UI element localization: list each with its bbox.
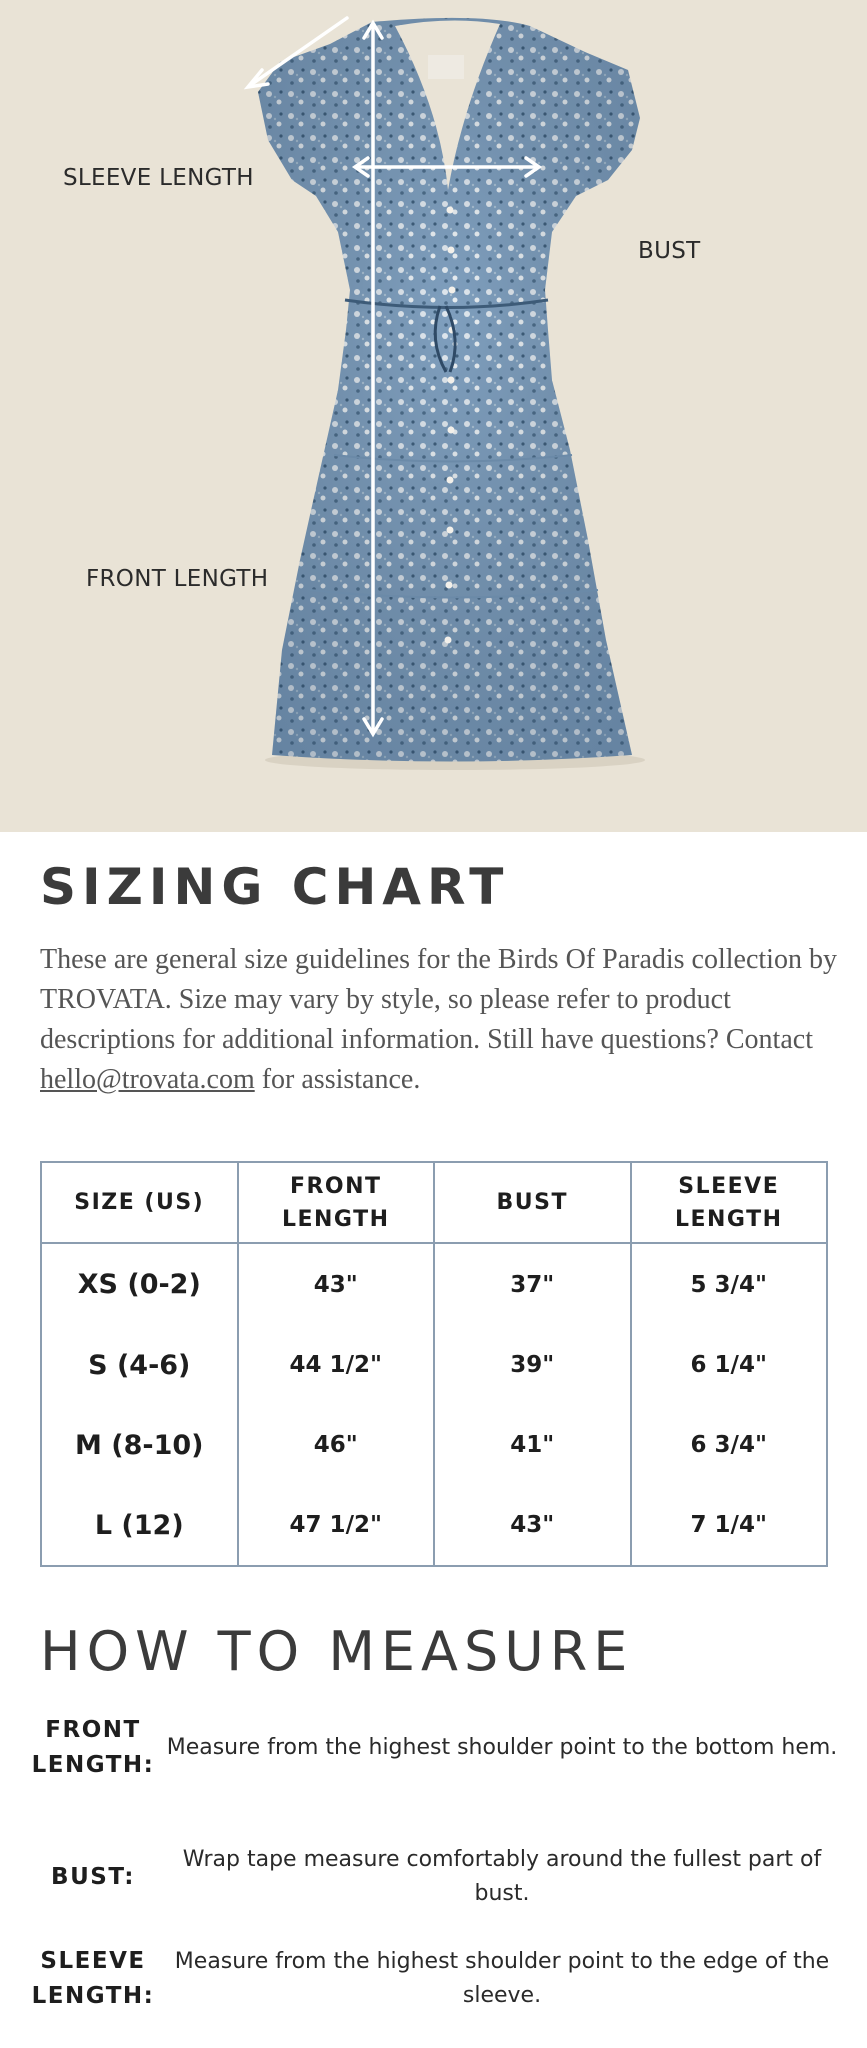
table-row <box>41 1325 827 1405</box>
size-cell: L (12) <box>41 1485 238 1566</box>
front-length-cell: 44 1/2" <box>238 1325 435 1405</box>
column-header: SLEEVE LENGTH <box>631 1162 828 1243</box>
front-length-cell: 46" <box>238 1405 435 1485</box>
measure-term: SLEEVE LENGTH: <box>31 1948 155 2009</box>
front-length-label: FRONT LENGTH <box>86 566 269 592</box>
contact-email-link[interactable]: hello@trovata.com <box>40 1064 255 1095</box>
bust-label: BUST <box>638 238 701 264</box>
front-length-cell: 47 1/2" <box>238 1485 435 1566</box>
sleeve-length-cell: 6 1/4" <box>631 1325 828 1405</box>
table-row <box>41 1485 827 1566</box>
measure-item-bust <box>30 1841 840 1913</box>
intro-text-end: for assistance. <box>254 1064 421 1095</box>
bust-cell: 39" <box>434 1325 631 1405</box>
page-title: SIZING CHART <box>40 858 510 916</box>
how-to-measure-title: HOW TO MEASURE <box>40 1620 634 1683</box>
size-cell: M (8-10) <box>41 1405 238 1485</box>
intro-text: These are general size guidelines for the Birds Of Paradis collection by TROVATA. Size may vary by style, so please refer to product descriptions for additional information. Still have questions? Contact <box>40 944 837 1055</box>
sleeve-length-cell: 7 1/4" <box>631 1485 828 1566</box>
sleeve-length-cell: 5 3/4" <box>631 1243 828 1325</box>
measure-item-front-length <box>30 1712 840 1784</box>
table-row <box>41 1243 827 1325</box>
measure-description: Measure from the highest shoulder point to the edge of the sleeve. <box>174 1949 830 2008</box>
size-table <box>40 1161 828 1567</box>
table-header-row <box>41 1162 827 1243</box>
dress-illustration <box>0 0 867 832</box>
sleeve-length-label: SLEEVE LENGTH <box>63 165 254 191</box>
size-cell: XS (0-2) <box>41 1243 238 1325</box>
table-row <box>41 1405 827 1485</box>
measure-description: Measure from the highest shoulder point to the bottom hem. <box>166 1735 838 1760</box>
bust-cell: 37" <box>434 1243 631 1325</box>
sleeve-length-cell: 6 3/4" <box>631 1405 828 1485</box>
bust-cell: 41" <box>434 1405 631 1485</box>
intro-paragraph <box>40 940 840 1100</box>
size-cell: S (4-6) <box>41 1325 238 1405</box>
front-length-cell: 43" <box>238 1243 435 1325</box>
measure-item-sleeve-length <box>30 1942 840 2016</box>
column-header: FRONT LENGTH <box>238 1162 435 1243</box>
measure-description: Wrap tape measure comfortably around the fullest part of bust. <box>182 1847 822 1906</box>
column-header: BUST <box>434 1162 631 1243</box>
measure-term: BUST: <box>51 1863 135 1890</box>
bust-cell: 43" <box>434 1485 631 1566</box>
measure-term: FRONT LENGTH: <box>31 1717 155 1778</box>
column-header: SIZE (US) <box>41 1162 238 1243</box>
product-image <box>0 0 867 832</box>
